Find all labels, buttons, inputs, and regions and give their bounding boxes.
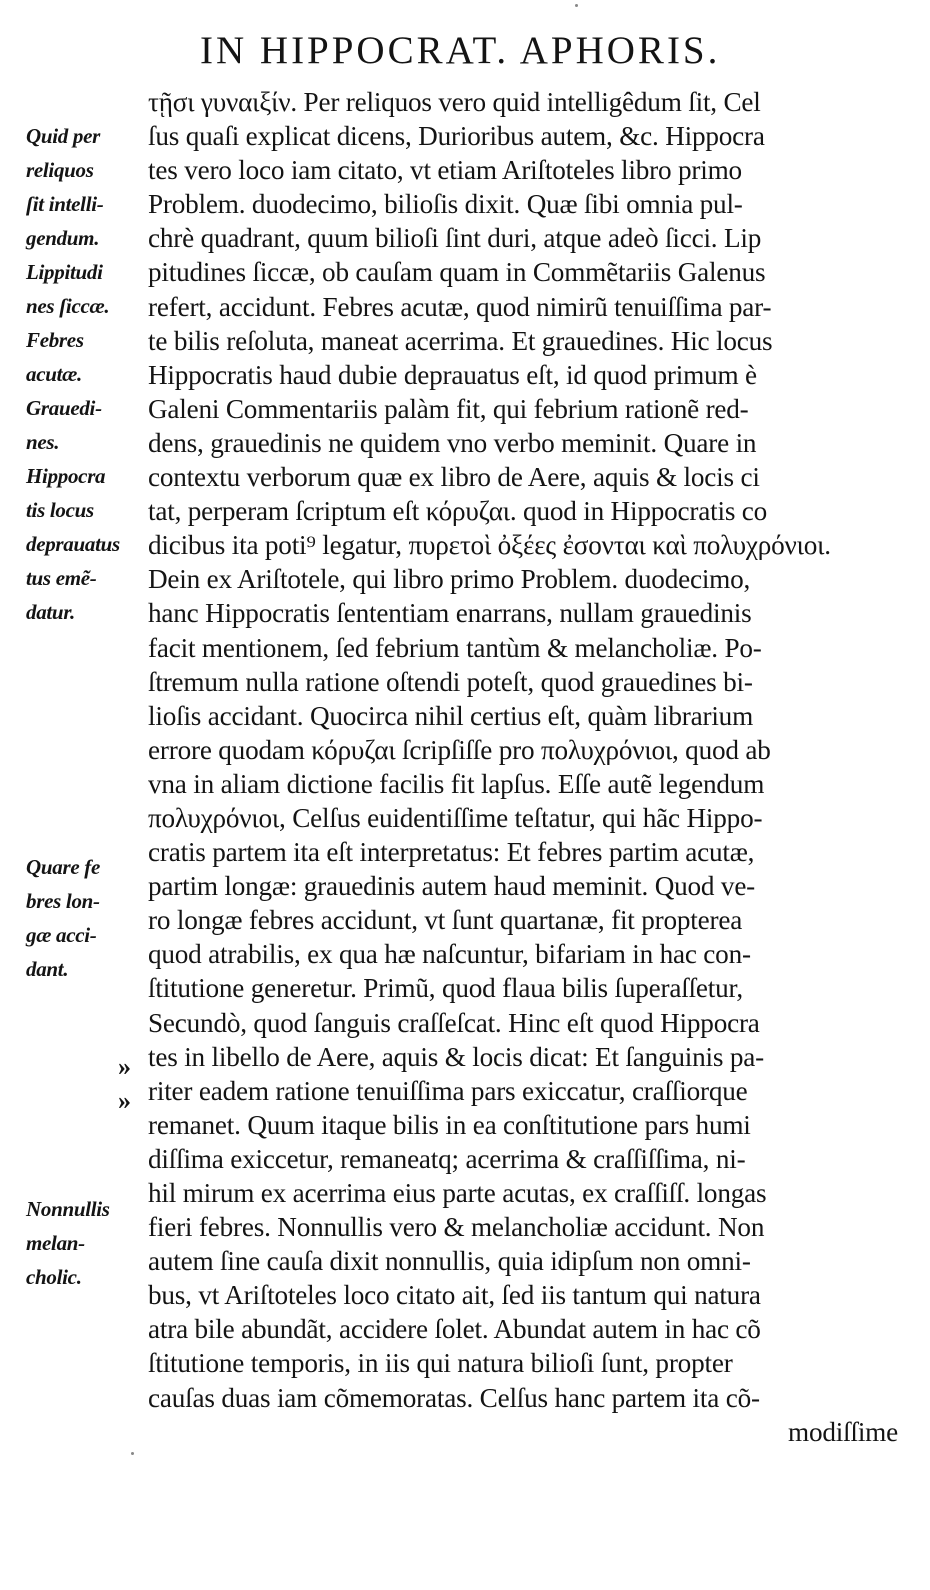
margin-note-line: Lippitudi bbox=[26, 260, 103, 284]
margin-note-line: ſit intelli- bbox=[26, 192, 104, 217]
margin-note-line: nes ſiccæ. bbox=[26, 294, 110, 319]
text-line: quod atrabilis, ex qua hæ naſcuntur, bifariam in hac con- bbox=[148, 939, 751, 970]
quotation-mark: » bbox=[118, 1086, 131, 1115]
text-line: dens, grauedinis ne quidem vno verbo meminit. Quare in bbox=[148, 427, 757, 458]
text-line: vna in aliam dictione facilis fit lapſus. Eſſe autẽ legendum bbox=[148, 768, 765, 799]
margin-note-line: melan- bbox=[26, 1231, 85, 1256]
margin-note-reliquos bbox=[26, 119, 146, 255]
text-line: remanet. Quum itaque bilis in ea conſtitutione pars humi bbox=[148, 1109, 751, 1140]
margin-note-febres-acutae bbox=[26, 323, 146, 391]
quotation-mark: » bbox=[118, 1052, 131, 1081]
text-line: hanc Hippocratis ſententiam enarrans, nullam grauedinis bbox=[148, 598, 752, 629]
text-line: Secundò, quod ſanguis craſſeſcat. Hinc eſt quod Hippocra bbox=[148, 1007, 760, 1038]
text-line: Dein ex Ariſtotele, qui libro primo Problem. duodecimo, bbox=[148, 564, 751, 595]
margin-note-line: gæ acci- bbox=[26, 923, 97, 948]
margin-note-febres-longae bbox=[26, 850, 146, 986]
text-line: ſus quaſi explicat dicens, Durioribus autem, &c. Hippocra bbox=[148, 121, 765, 152]
ink-speck bbox=[575, 4, 578, 7]
margin-note-line: nes. bbox=[26, 430, 60, 455]
text-line: ſtitutione generetur. Primũ, quod flaua bilis ſuperaſſetur, bbox=[148, 973, 743, 1004]
text-line: partim longæ: grauedinis autem haud meminit. Quod ve- bbox=[148, 871, 756, 902]
text-line: πολυχρόνιοι, Celſus euidentiſſime teſtatur, qui hãc Hippo- bbox=[148, 802, 763, 833]
text-line: facit mentionem, ſed febrium tantùm & melancholiæ. Po- bbox=[148, 632, 762, 663]
margin-note-line: Hippocra bbox=[26, 464, 106, 488]
margin-note-locus-emendatur bbox=[26, 459, 146, 629]
text-line: Hippocratis haud dubie deprauatus eſt, id quod primum è bbox=[148, 359, 757, 390]
text-line: autem ſine cauſa dixit nonnullis, quia idipſum non omni- bbox=[148, 1246, 751, 1277]
margin-note-line: tis locus bbox=[26, 498, 94, 523]
text-line: Problem. duodecimo, bilioſis dixit. Quæ ſibi omnia pul- bbox=[148, 189, 743, 220]
text-line: lioſis accidant. Quocirca nihil certius eſt, quàm librarium bbox=[148, 700, 754, 731]
text-line: ro longæ febres accidunt, vt ſunt quartanæ, fit propterea bbox=[148, 905, 743, 936]
text-line: cauſas duas iam cõmemoratas. Celſus hanc partem ita cõ- bbox=[148, 1382, 760, 1413]
text-line: Galeni Commentariis palàm fit, qui febrium rationẽ red- bbox=[148, 393, 749, 424]
margin-note-line: Quid per bbox=[26, 124, 101, 148]
catchword: modiſſime bbox=[788, 1416, 898, 1447]
margin-note-line: tus emẽ- bbox=[26, 566, 97, 591]
margin-note-lippitudines bbox=[26, 255, 146, 323]
margin-note-grauedines bbox=[26, 391, 146, 459]
margin-note-line: Grauedi- bbox=[26, 396, 102, 420]
margin-note-line: gendum. bbox=[26, 226, 100, 251]
text-line: contextu verborum quæ ex libro de Aere, aquis & locis ci bbox=[148, 462, 760, 493]
text-line: hil mirum ex acerrima eius parte acutas, ex craſſiſſ. longas bbox=[148, 1178, 767, 1208]
text-line: fieri febres. Nonnullis vero & melancholiæ accidunt. Non bbox=[148, 1212, 765, 1243]
margin-note-melancholiae bbox=[26, 1192, 146, 1294]
text-line: ſtitutione temporis, in iis qui natura bilioſi ſunt, propter bbox=[148, 1348, 733, 1379]
text-line: tes vero loco iam citato, vt etiam Ariſtoteles libro primo bbox=[148, 155, 742, 186]
text-line: tes in libello de Aere, aquis & locis dicat: Et ſanguinis pa- bbox=[148, 1041, 764, 1072]
margin-note-line: Febres bbox=[26, 328, 84, 352]
margin-note-line: acutæ. bbox=[26, 362, 82, 387]
text-line: atra bile abundãt, accidere ſolet. Abundat autem in hac cõ bbox=[148, 1314, 761, 1345]
text-line: chrè quadrant, quum bilioſi ſint duri, atque adeò ſicci. Lip bbox=[148, 223, 762, 254]
text-line: pitudines ſiccæ, ob cauſam quam in Commẽtariis Galenus bbox=[148, 257, 766, 288]
text-line: te bilis reſoluta, maneat acerrima. Et grauedines. Hic locus bbox=[148, 325, 773, 356]
margin-note-line: Quare fe bbox=[26, 855, 101, 879]
text-line: errore quodam κόρυζαι ſcripſiſſe pro πολυχρόνιοι, quod ab bbox=[148, 734, 771, 765]
margin-note-line: deprauatus bbox=[26, 532, 120, 557]
margin-note-line: bres lon- bbox=[26, 889, 100, 914]
running-head: IN HIPPOCRAT. APHORIS. bbox=[200, 29, 721, 72]
text-line: τῇσι γυναιξίν. Per reliquos vero quid intelligêdum ſit, Cel bbox=[148, 87, 761, 117]
text-line: refert, accidunt. Febres acutæ, quod nimirũ tenuiſſima par- bbox=[148, 291, 772, 322]
margin-note-line: Nonnullis bbox=[26, 1197, 110, 1221]
text-line: diſſima exiccetur, remaneatq; acerrima & craſſiſſima, ni- bbox=[148, 1143, 746, 1174]
text-line: cratis partem ita eſt interpretatus: Et febres partim acutæ, bbox=[148, 837, 755, 868]
text-line: riter eadem ratione tenuiſſima pars exiccatur, craſſiorque bbox=[148, 1075, 748, 1106]
text-line: ſtremum nulla ratione oſtendi poteſt, quod grauedines bi- bbox=[148, 666, 753, 697]
margin-note-line: cholic. bbox=[26, 1265, 82, 1290]
main-text-block bbox=[148, 85, 900, 1449]
text-line: bus, vt Ariſtoteles loco citato ait, ſed iis tantum qui natura bbox=[148, 1280, 761, 1311]
text-line: tat, perperam ſcriptum eſt κόρυζαι. quod in Hippocratis co bbox=[148, 496, 768, 527]
margin-note-line: reliquos bbox=[26, 158, 94, 183]
ink-speck bbox=[131, 1452, 134, 1455]
margin-note-line: datur. bbox=[26, 600, 75, 625]
margin-note-line: dant. bbox=[26, 957, 69, 982]
text-line: dicibus ita poti⁹ legatur, πυρετοὶ ὀξέες ἐσονται καὶ πολυχρόνιοι. bbox=[148, 530, 831, 561]
